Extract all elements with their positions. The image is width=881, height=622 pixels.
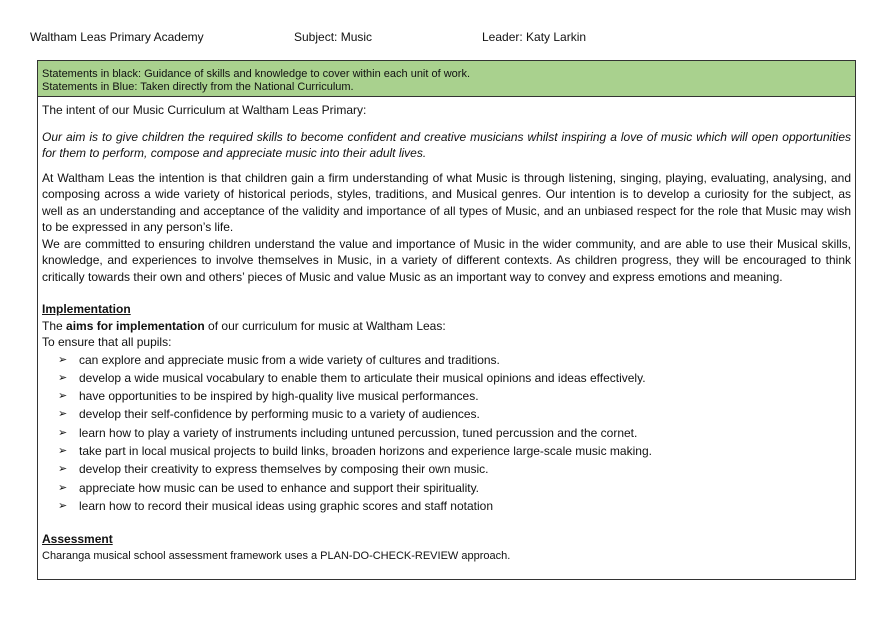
intent-title: The intent of our Music Curriculum at Waltham Leas Primary: <box>42 103 367 117</box>
key-line-blue: Statements in Blue: Taken directly from the National Curriculum. <box>42 81 354 93</box>
list-item <box>58 497 851 515</box>
list-item <box>58 351 851 369</box>
implementation-lead: To ensure that all pupils: <box>42 335 172 349</box>
aim-statement: Our aim is to give children the required skills to become confident and creative musicians whilst inspiring a love of music which will open opportunities for them to perform, compose and appreciate music into their adult lives. <box>42 129 851 160</box>
list-item <box>58 387 851 405</box>
list-item <box>58 424 851 442</box>
intro-bold: aims for implementation <box>66 318 205 333</box>
aim-text: develop their self-confidence by performing music to a variety of audiences. <box>79 407 480 422</box>
leader-label: Leader: Katy Larkin <box>482 30 587 44</box>
arrow-bullet-icon: ➢ <box>58 371 68 384</box>
arrow-bullet-icon: ➢ <box>58 390 68 403</box>
list-item <box>58 369 851 387</box>
intro-suffix: of our curriculum for music at Waltham Leas: <box>204 318 446 333</box>
school-name: Waltham Leas Primary Academy <box>30 30 204 44</box>
aim-text: develop a wide musical vocabulary to enable them to articulate their musical opinions and ideas effectively. <box>79 370 646 385</box>
aim-text: appreciate how music can be used to enhance and support their spirituality. <box>79 480 480 495</box>
intent-paragraph-2: We are committed to ensuring children understand the value and importance of Music in the wider community, and are able to use their Musical skills, knowledge, and experiences to involve themselves in Music, in a variety of different contexts. As children progress, they will be encouraged to think critically towards their own and others’ pieces of Music and value Music as an important way to convey and express emotions and meaning. <box>42 236 851 284</box>
arrow-bullet-icon: ➢ <box>58 444 68 457</box>
intro-prefix: The <box>42 318 67 333</box>
aims-list <box>42 351 851 516</box>
arrow-bullet-icon: ➢ <box>58 426 68 439</box>
aim-text: have opportunities to be inspired by high-quality live musical performances. <box>79 389 479 404</box>
curriculum-content <box>38 97 855 564</box>
assessment-text: Charanga musical school assessment framework uses a PLAN-DO-CHECK-REVIEW approach. <box>42 549 511 562</box>
arrow-bullet-icon: ➢ <box>58 353 68 366</box>
arrow-bullet-icon: ➢ <box>58 463 68 476</box>
aim-text: take part in local musical projects to build links, broaden horizons and experience large-scale music making. <box>79 443 652 458</box>
aim-text: learn how to record their musical ideas using graphic scores and staff notation <box>79 498 494 513</box>
arrow-bullet-icon: ➢ <box>58 499 68 512</box>
aim-text: can explore and appreciate music from a wide variety of cultures and traditions. <box>79 352 500 367</box>
implementation-heading: Implementation <box>42 302 131 316</box>
implementation-intro <box>42 318 851 335</box>
list-item <box>58 442 851 460</box>
subject-label: Subject: Music <box>294 30 373 44</box>
aim-text: develop their creativity to express themselves by composing their own music. <box>79 462 489 477</box>
arrow-bullet-icon: ➢ <box>58 408 68 421</box>
key-line-black: Statements in black: Guidance of skills and knowledge to cover within each unit of work. <box>42 68 471 80</box>
assessment-heading: Assessment <box>42 532 113 547</box>
document-header <box>0 30 881 46</box>
list-item <box>58 405 851 423</box>
intent-paragraph-1: At Waltham Leas the intention is that children gain a firm understanding of what Music is through listening, singing, playing, evaluating, analysing, and composing across a wide variety of historical periods, styles, traditions, and Musical genres. Our intention is to develop a curiosity for the subject, as well as an understanding and acceptance of the validity and importance of all types of Music, and an unbiased respect for the role that Music may wish to be expressed in any person’s life. <box>42 170 851 234</box>
aim-text: learn how to play a variety of instruments including untuned percussion, tuned percussion and the cornet. <box>79 425 638 440</box>
spacer <box>42 285 851 301</box>
statement-key <box>38 61 855 97</box>
arrow-bullet-icon: ➢ <box>58 481 68 494</box>
spacer <box>42 515 851 531</box>
list-item <box>58 479 851 497</box>
curriculum-box <box>37 60 856 580</box>
list-item <box>58 460 851 478</box>
